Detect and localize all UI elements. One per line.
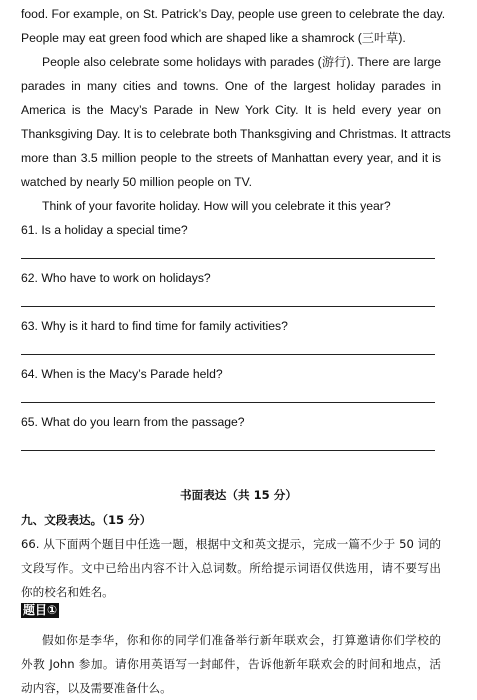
answer-line-62[interactable] bbox=[21, 306, 435, 307]
passage-line: People may eat green food which are shaped like a shamrock (三叶草). bbox=[21, 31, 406, 45]
instruction-line: 文段写作。文中已给出内容不计入总词数。所给提示词语仅供选用，请不要写出 bbox=[21, 561, 441, 575]
topic-badge: 题目① bbox=[23, 603, 58, 617]
instruction-line: 66. 从下面两个题目中任选一题，根据中文和英文提示，完成一篇不少于 50 词的 bbox=[21, 537, 441, 551]
answer-line-65[interactable] bbox=[21, 450, 435, 451]
question-64: 64. When is the Macy’s Parade held? bbox=[21, 367, 223, 381]
answer-line-61[interactable] bbox=[21, 258, 435, 259]
question-61: 61. Is a holiday a special time? bbox=[21, 223, 188, 237]
question-62: 62. Who have to work on holidays? bbox=[21, 271, 211, 285]
section-title: 书面表达（共 15 分） bbox=[180, 488, 297, 502]
passage-line: Think of your favorite holiday. How will you celebrate it this year? bbox=[42, 199, 391, 213]
passage-line: more than 3.5 million people to the streets of Manhattan every year, and it is bbox=[21, 151, 441, 165]
answer-line-64[interactable] bbox=[21, 402, 435, 403]
passage-line: watched by nearly 50 million people on TV. bbox=[21, 175, 253, 189]
part-heading: 九、文段表达。（15 分） bbox=[21, 513, 152, 527]
topic-text-line: 假如你是李华，你和你的同学们准备举行新年联欢会，打算邀请你们学校的 bbox=[42, 633, 441, 647]
instruction-line: 你的校名和姓名。 bbox=[21, 585, 114, 599]
topic-text-line: 外教 John 参加。请你用英语写一封邮件，告诉他新年联欢会的时间和地点，活 bbox=[21, 657, 441, 671]
question-65: 65. What do you learn from the passage? bbox=[21, 415, 245, 429]
passage-line: People also celebrate some holidays with parades (游行). There are large bbox=[42, 55, 441, 69]
question-63: 63. Why is it hard to find time for family activities? bbox=[21, 319, 288, 333]
passage-line: food. For example, on St. Patrick’s Day, people use green to celebrate the day. bbox=[21, 7, 446, 21]
passage-line: Thanksgiving Day. It is to celebrate both Thanksgiving and Christmas. It attracts bbox=[21, 127, 451, 141]
passage-line: America is the Macy’s Parade in New York City. It is held every year on bbox=[21, 103, 441, 117]
answer-line-63[interactable] bbox=[21, 354, 435, 355]
topic-text-line: 动内容，以及需要准备什么。 bbox=[21, 681, 172, 695]
passage-line: parades in many cities and towns. One of the largest holiday parades in bbox=[21, 79, 441, 93]
